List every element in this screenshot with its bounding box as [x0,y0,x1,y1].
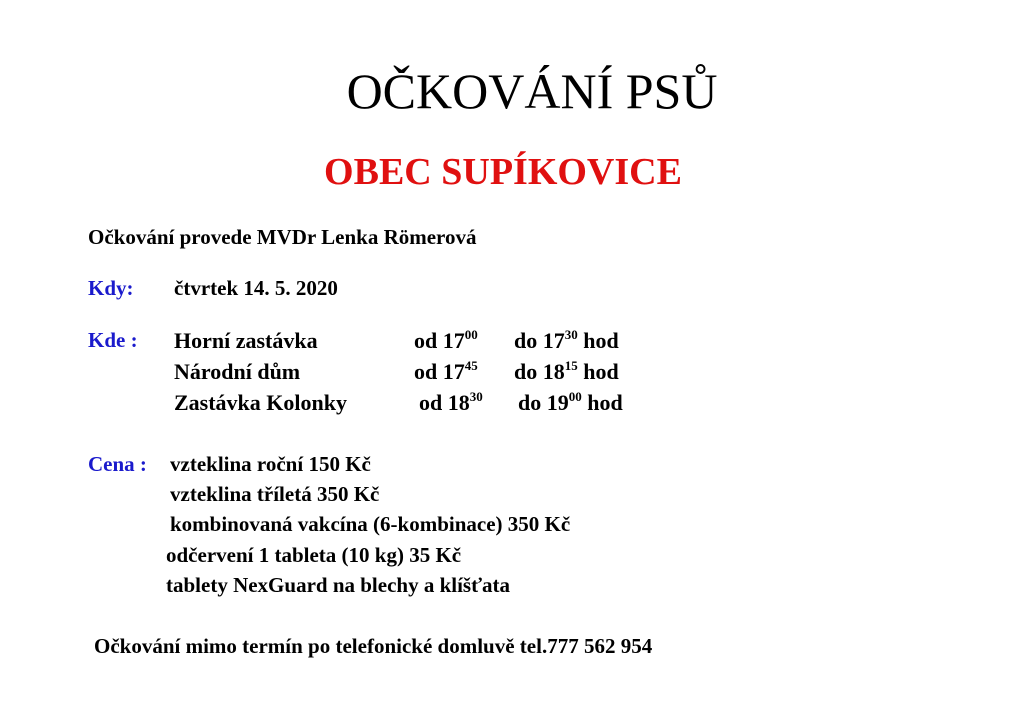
where-label: Kde : [88,328,138,352]
price-label: Cena : [88,452,147,476]
time-from: od $17^{45}$ [414,358,478,384]
place-name: Národní dům [174,359,301,384]
price-item: vzteklina tříletá 350 Kč [170,482,380,506]
price-item: tablety NexGuard na blechy a klíšťata [166,573,511,597]
time-to: do $18^{15}$ hod [514,358,619,384]
footer-note: Očkování mimo termín po telefonické domluvě tel.777 562 954 [94,634,653,658]
page-subtitle: OBEC SUPÍKOVICE [324,151,682,193]
time-from: od $18^{30}$ [419,389,483,415]
page-title: OČKOVÁNÍ PSŮ [346,63,718,119]
price-item: kombinovaná vakcína (6-kombinace) 350 Kč [170,512,571,536]
when-label: Kdy: [88,276,134,300]
vet-line: Očkování provede MVDr Lenka Römerová [88,225,477,249]
time-to: do $19^{00}$ hod [518,389,623,415]
price-item: odčervení 1 tableta (10 kg) 35 Kč [166,543,462,567]
place-name: Horní zastávka [174,328,318,353]
when-value: čtvrtek 14. 5. 2020 [174,276,338,300]
place-name: Zastávka Kolonky [174,390,347,415]
price-item: vzteklina roční 150 Kč [170,452,371,476]
time-to: do $17^{30}$ hod [514,327,619,353]
time-from: od $17^{00}$ [414,327,478,353]
